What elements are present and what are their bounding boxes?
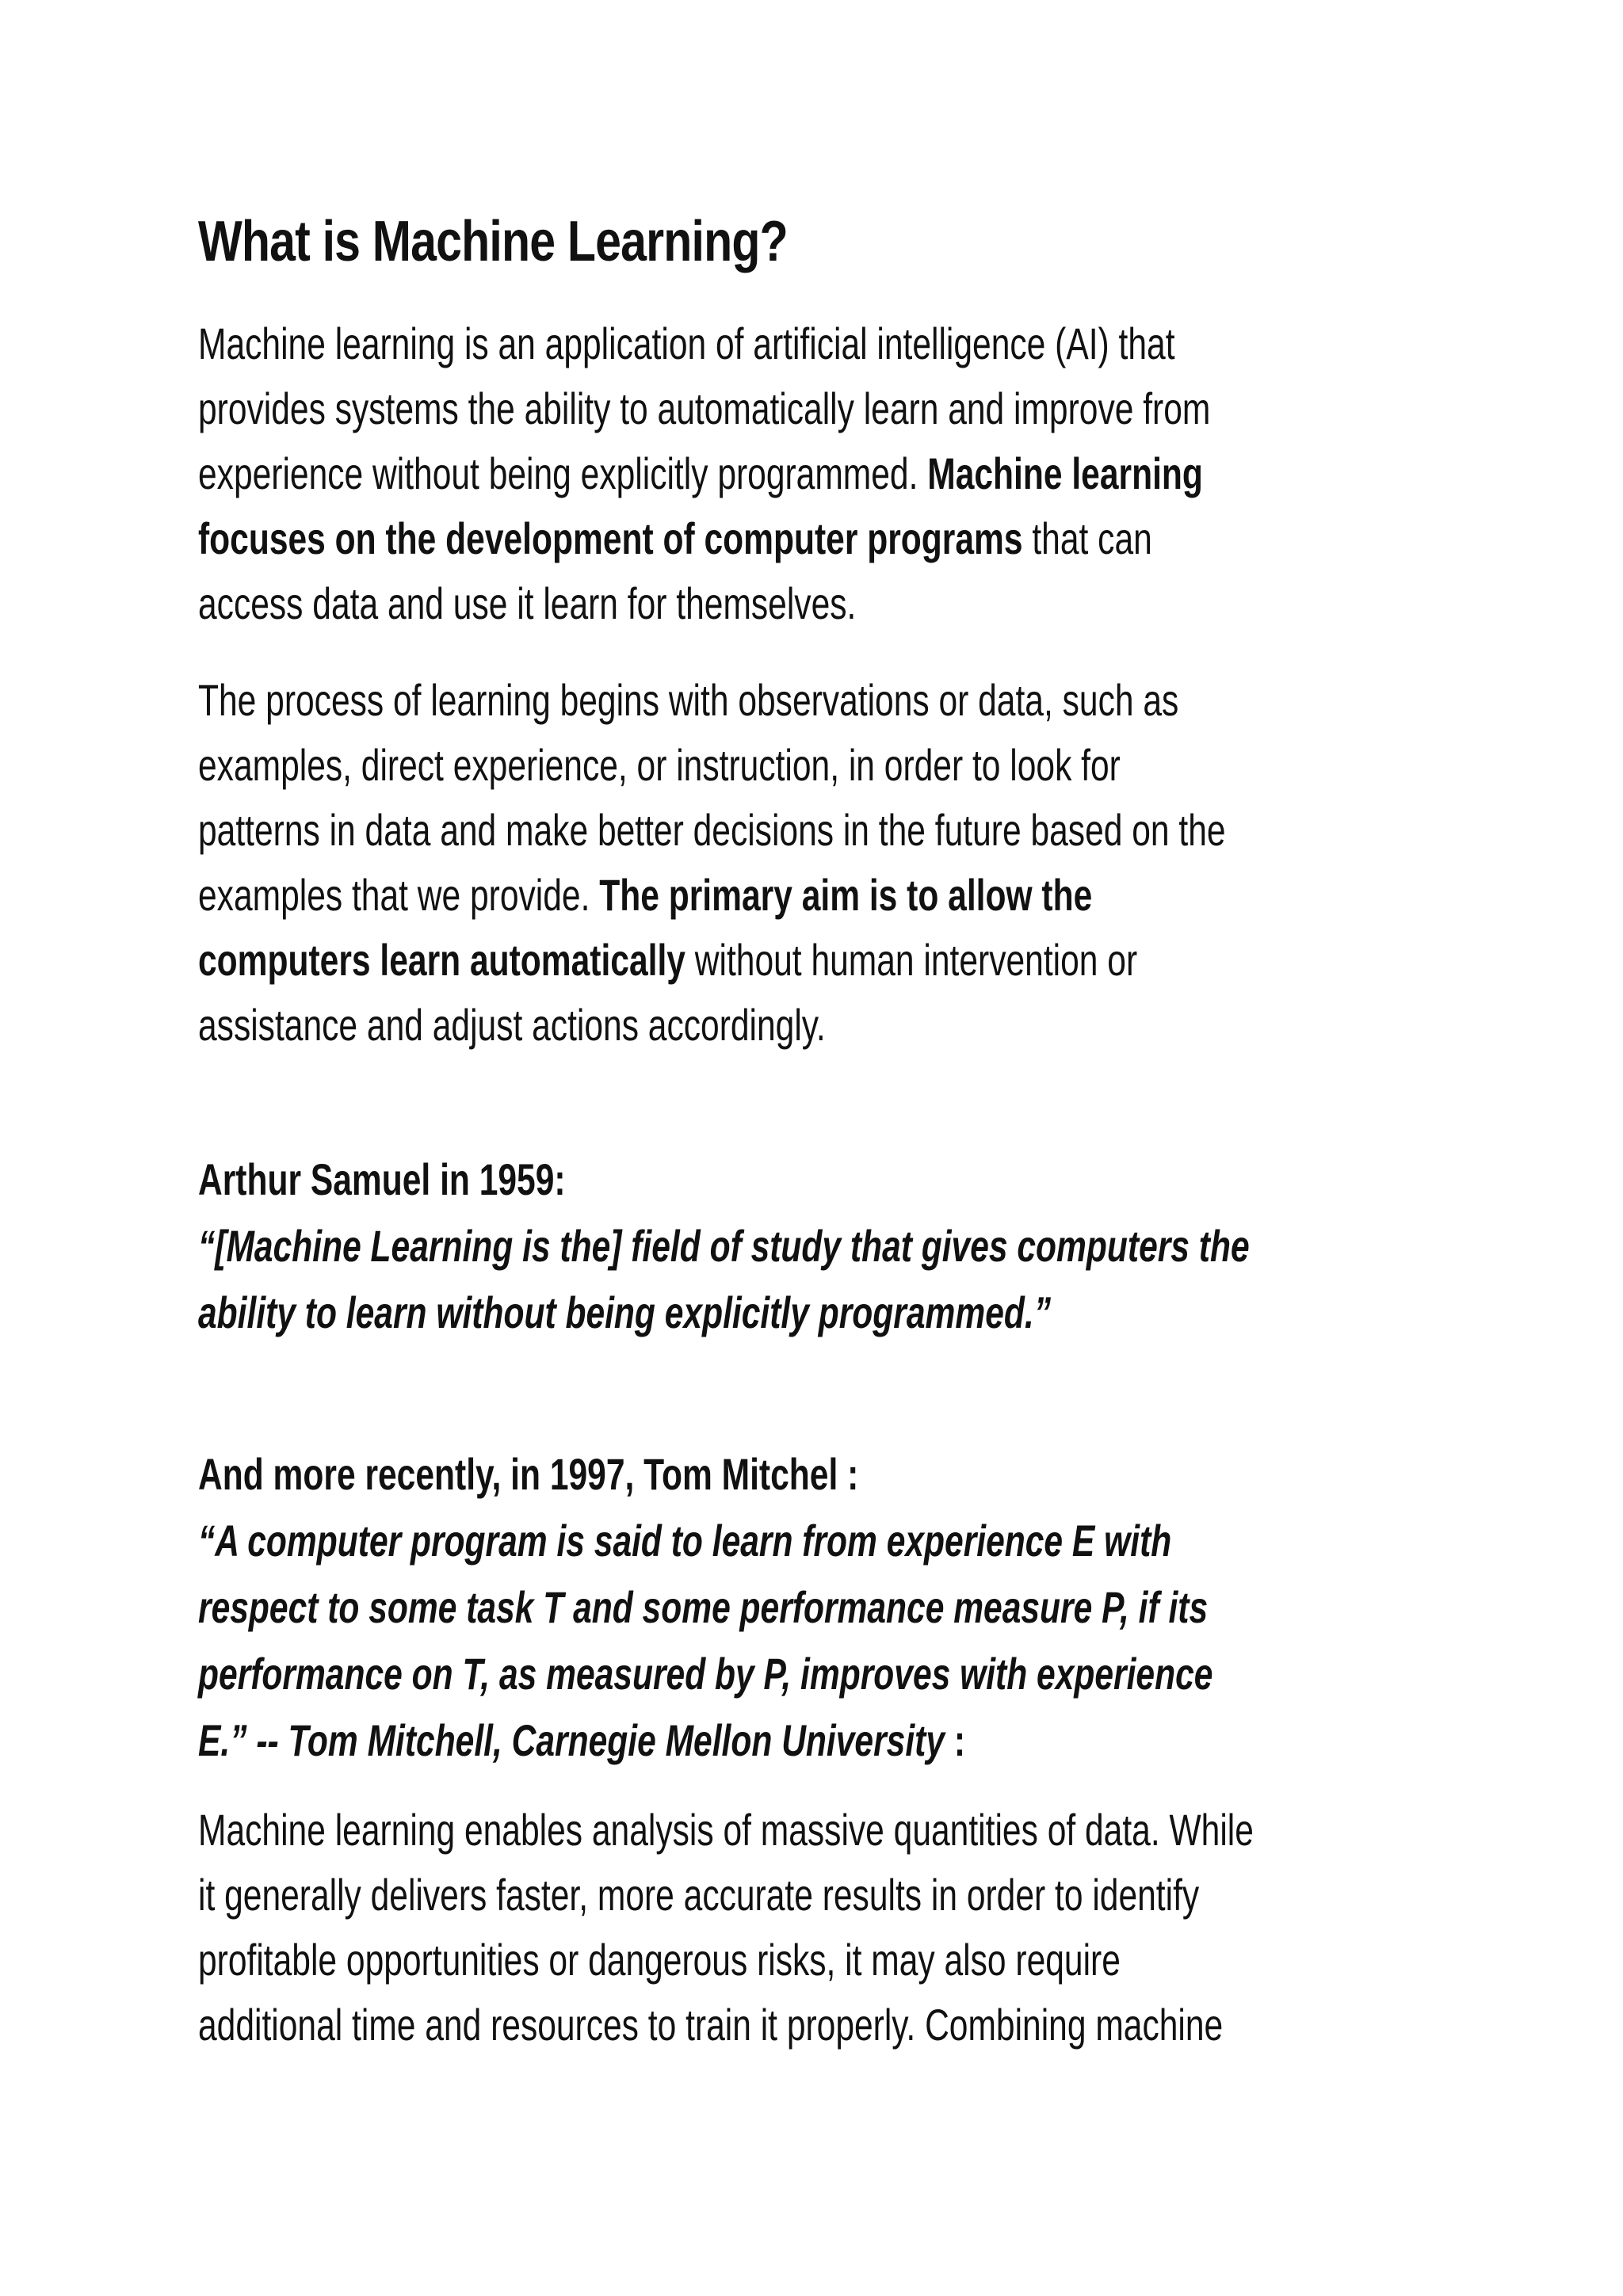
paragraph-line <box>198 311 1175 376</box>
page-title: What is Machine Learning? <box>198 210 788 273</box>
quote-line: “A computer program is said to learn from experience E with <box>198 1516 1172 1566</box>
paragraph-line <box>198 1928 1138 1993</box>
text-run: Machine learning enables analysis of massive quantities of data. While <box>198 1805 1254 1855</box>
quote-heading: And more recently, in 1997, Tom Mitchel : <box>198 1449 859 1499</box>
text-run: that can <box>1022 513 1152 563</box>
quote-tail: : <box>944 1715 966 1765</box>
paragraph-line <box>198 668 1179 733</box>
bold-text-run: The primary aim is to allow the <box>599 870 1093 920</box>
paragraph-line <box>198 376 1211 441</box>
paragraph-line <box>198 1863 1200 1928</box>
paragraph-line <box>198 1993 1224 2058</box>
text-run: provides systems the ability to automatically learn and improve from <box>198 383 1211 433</box>
text-run: profitable opportunities or dangerous risks, it may also require <box>198 1935 1121 1985</box>
intro-paragraph <box>198 311 1434 636</box>
text-run: experience without being explicitly programmed. <box>198 448 928 498</box>
quote-line <box>198 1707 1138 1774</box>
text-run: without human intervention or <box>685 935 1138 985</box>
text-run: additional time and resources to train it properly. Combining machine <box>198 2000 1224 2050</box>
closing-paragraph <box>198 1798 1434 2058</box>
document-page <box>198 202 1434 2089</box>
paragraph-line <box>198 506 1152 571</box>
bold-text-run: computers learn automatically <box>198 935 685 985</box>
paragraph-line <box>198 733 1138 798</box>
paragraph-line <box>198 798 1226 863</box>
text-run: examples that we provide. <box>198 870 600 920</box>
quote-attribution: E.” -- Tom Mitchell, Carnegie Mellon University <box>198 1715 945 1765</box>
spacer <box>198 1774 1434 1798</box>
paragraph-line <box>198 571 1138 636</box>
learning-process-paragraph <box>198 668 1434 1058</box>
text-run: patterns in data and make better decisions in the future based on the <box>198 805 1226 855</box>
text-run: Machine learning is an application of artificial intelligence (AI) that <box>198 318 1175 368</box>
text-run: examples, direct experience, or instruction, in order to look for <box>198 740 1121 790</box>
text-run: assistance and adjust actions accordingly. <box>198 1000 826 1050</box>
paragraph-line <box>198 993 1138 1058</box>
quote-line: respect to some task T and some performance measure P, if its <box>198 1582 1209 1632</box>
text-run: access data and use it learn for themselves. <box>198 578 857 628</box>
bold-text-run: Machine learning <box>927 448 1203 498</box>
quote-heading: Arthur Samuel in 1959: <box>198 1154 566 1204</box>
arthur-samuel-quote <box>198 1146 1434 1346</box>
quote-line: “[Machine Learning is the] field of study that gives computers the <box>198 1221 1250 1271</box>
spacer <box>198 1089 1434 1146</box>
text-run: it generally delivers faster, more accurate results in order to identify <box>198 1870 1200 1920</box>
paragraph-line <box>198 928 1138 993</box>
text-run: The process of learning begins with observations or data, such as <box>198 675 1179 725</box>
paragraph-line <box>198 863 1138 928</box>
quote-line: ability to learn without being explicitly programmed.” <box>198 1287 1051 1337</box>
bold-text-run: focuses on the development of computer programs <box>198 513 1023 563</box>
tom-mitchell-quote <box>198 1441 1434 1774</box>
paragraph-line <box>198 441 1203 506</box>
quote-line: performance on T, as measured by P, improves with experience <box>198 1649 1213 1699</box>
paragraph-line <box>198 1798 1254 1863</box>
spacer <box>198 1346 1434 1441</box>
